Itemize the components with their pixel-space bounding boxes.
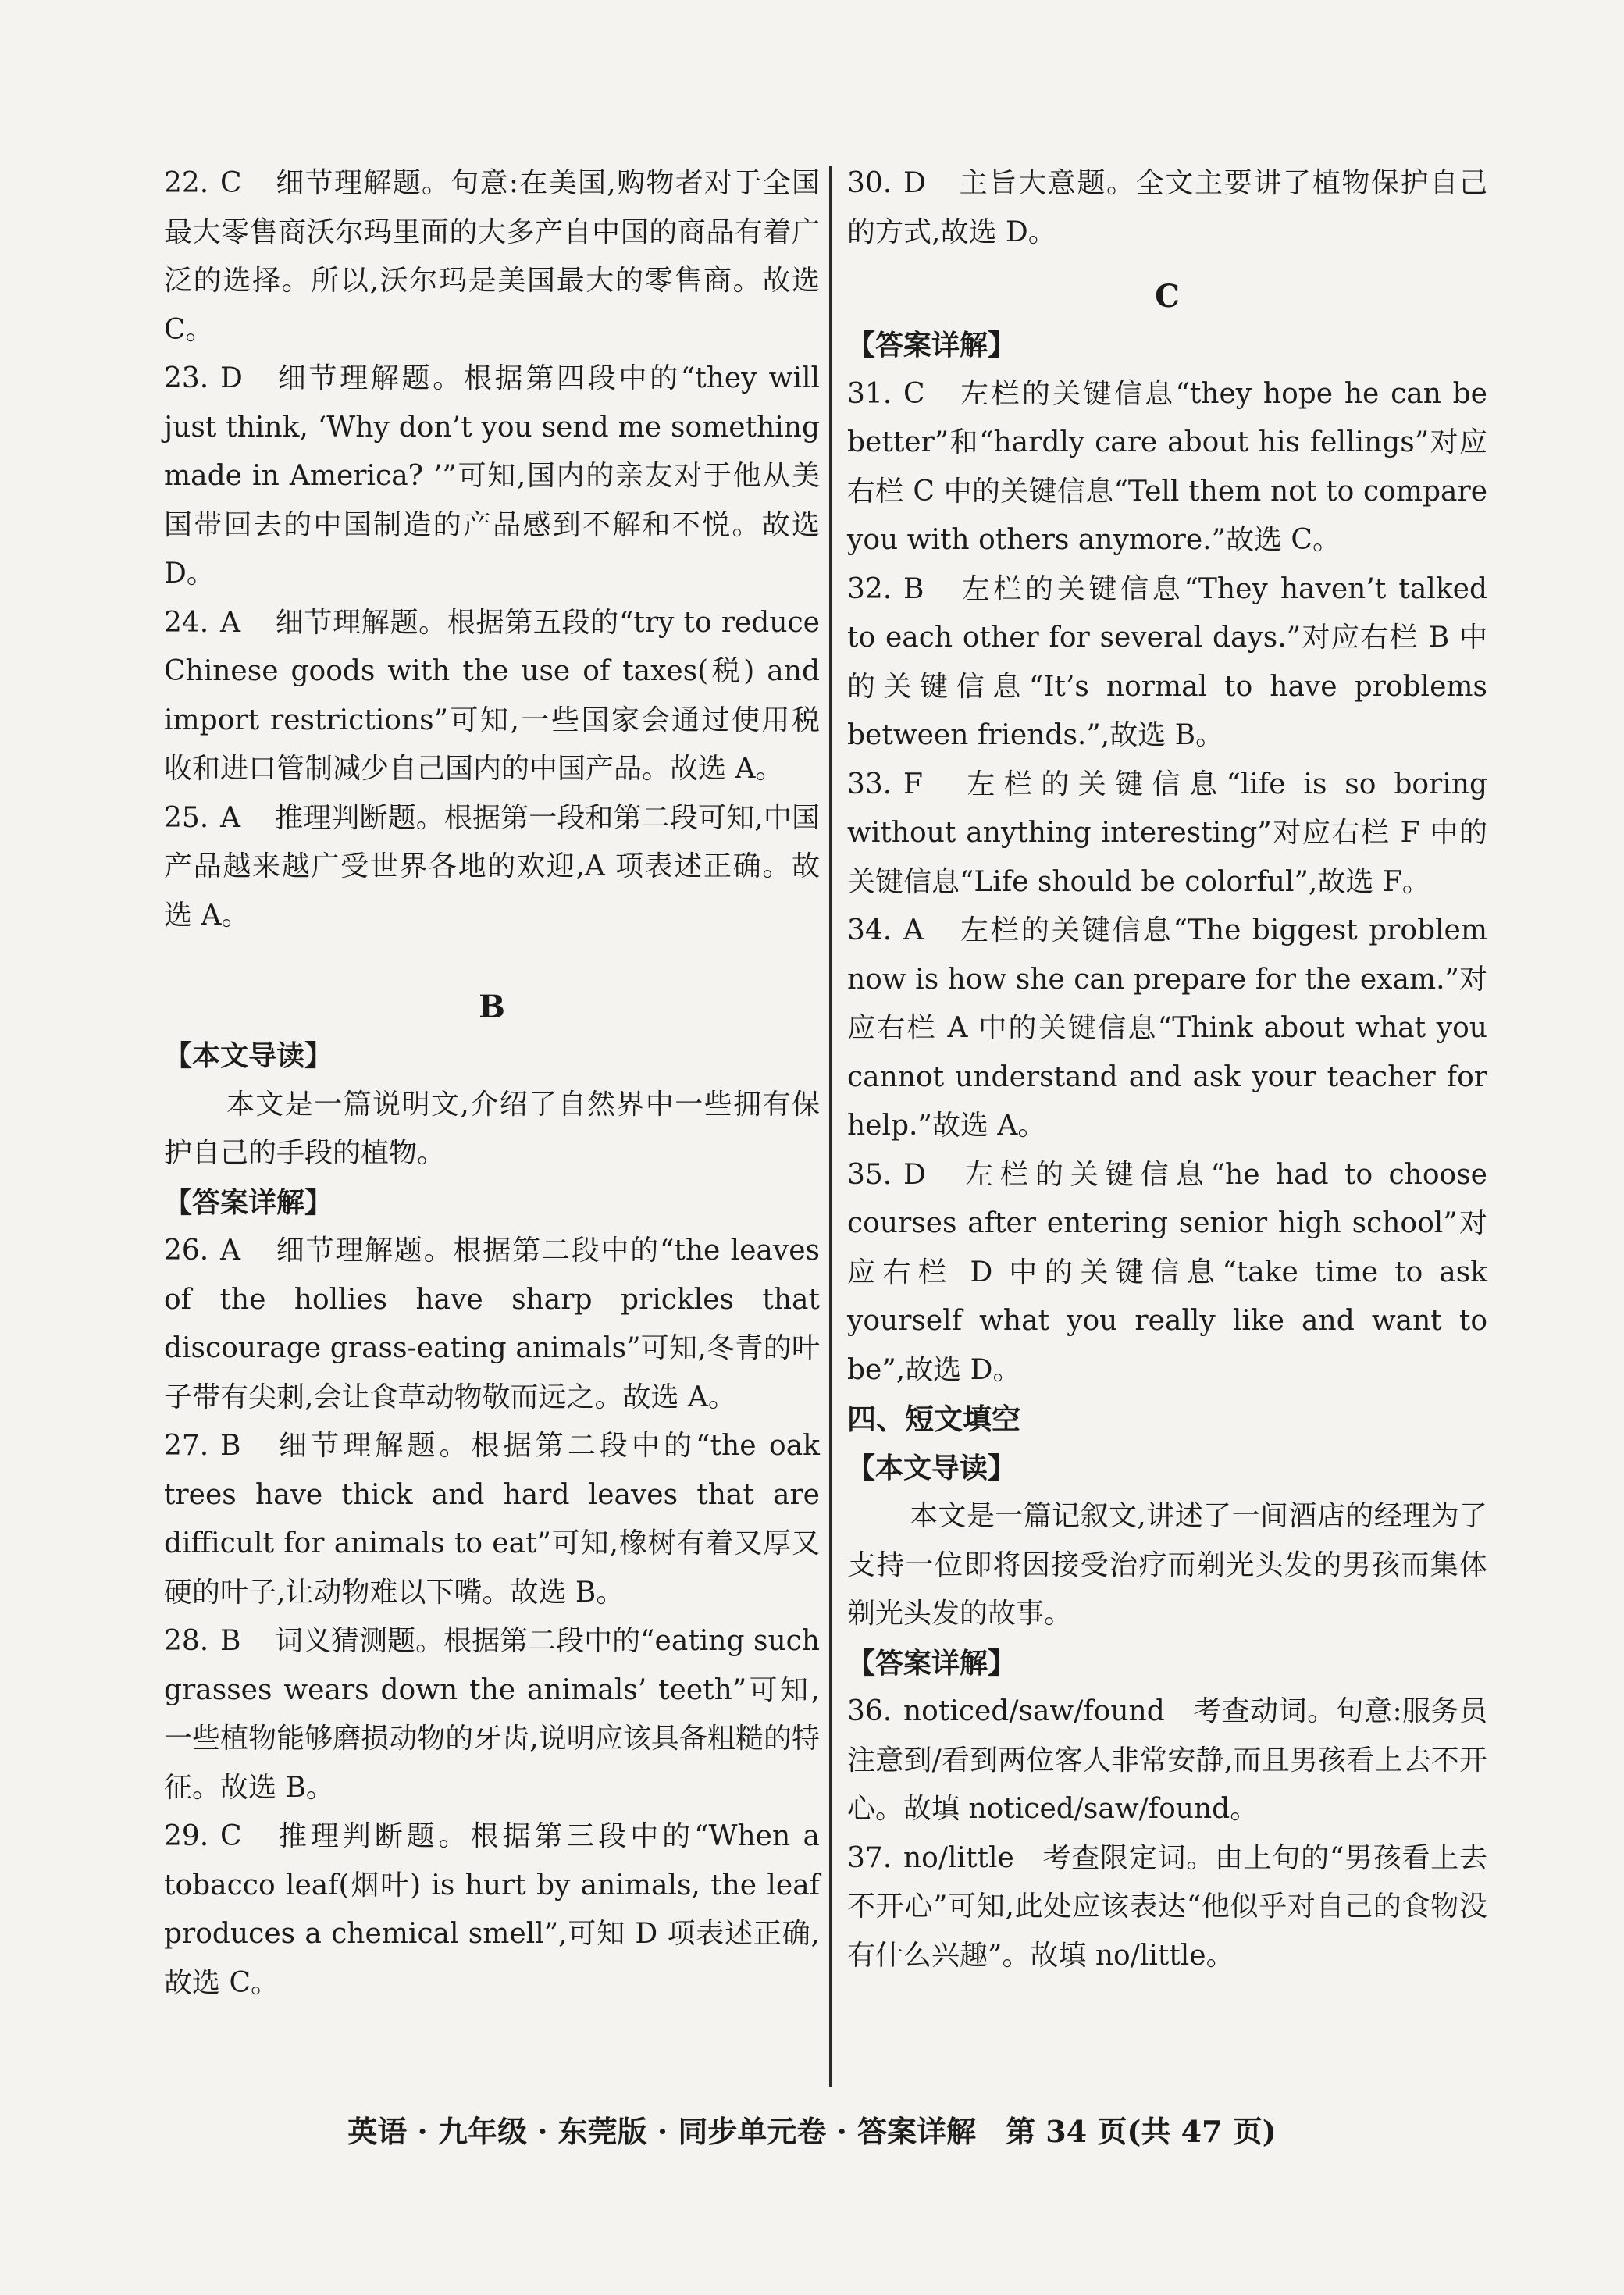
answer-item-25: 25. A 推理判断题。根据第一段和第二段可知,中国产品越来越广受世界各地的欢迎,A 项表述正确。故选 A。 (164, 801, 820, 932)
left-column (164, 159, 820, 2008)
part-four-heading: 四、短文填空 (847, 1402, 1020, 1436)
answer-item-24: 24. A 细节理解题。根据第五段的“try to reduce Chinese goods with the use of taxes(税) and import restrictions”可知,一些国家会通过使用税收和进口管制减少自己国内的中国产品。故选 A。 (164, 606, 820, 785)
answer-item-36: 36. noticed/saw/found 考查动词。句意:服务员注意到/看到两位客人非常安静,而且男孩看上去不开心。故填 noticed/saw/found。 (847, 1695, 1487, 1825)
answer-item-31: 31. C 左栏的关键信息“they hope he can be better”和“hardly care about his fellings”对应右栏 C 中的关键信息“Tell them not to compare you with others anymore.”故选 C。 (847, 377, 1487, 556)
answer-item-22: 22. C 细节理解题。句意:在美国,购物者对于全国最大零售商沃尔玛里面的大多产自中国的商品有着广泛的选择。所以,沃尔玛是美国最大的零售商。故选 C。 (164, 167, 820, 346)
answer-item-30: 30. D 主旨大意题。全文主要讲了植物保护自己的方式,故选 D。 (847, 167, 1487, 248)
page-footer: 英语 · 九年级 · 东莞版 · 同步单元卷 · 答案详解 第 34 页(共 47 页) (347, 2114, 1277, 2149)
intro-text-four: 本文是一篇记叙文,讲述了一间酒店的经理为了支持一位即将因接受治疗而剃光头发的男孩而集体剃光头发的故事。 (847, 1500, 1487, 1630)
section-b-title: B (479, 989, 505, 1025)
answer-item-27: 27. B 细节理解题。根据第二段中的“the oak trees have thick and hard leaves that are difficult for animals to eat”可知,橡树有着又厚又硬的叶子,让动物难以下嘴。故选 B。 (164, 1430, 820, 1609)
intro-text-b: 本文是一篇说明文,介绍了自然界中一些拥有保护自己的手段的植物。 (164, 1088, 820, 1169)
answer-item-32: 32. B 左栏的关键信息“They haven’t talked to each other for several days.”对应右栏 B 中的关键信息“It’s normal to have problems between friends.”,故选 B。 (847, 572, 1487, 751)
answer-item-29: 29. C 推理判断题。根据第三段中的“When a tobacco leaf(烟叶) is hurt by animals, the leaf produces a chemical smell”,可知 D 项表述正确,故选 C。 (164, 1820, 820, 1999)
column-divider (829, 166, 832, 2087)
right-column (847, 159, 1487, 1980)
answer-item-35: 35. D 左栏的关键信息“he had to choose courses after entering senior high school”对应右栏 D 中的关键信息“take time to ask yourself what you really like and want to be”,故选 D。 (847, 1158, 1487, 1386)
answer-item-28: 28. B 词义猜测题。根据第二段中的“eating such grasses wears down the animals’ teeth”可知,一些植物能够磨损动物的牙齿,说明应该具备粗糙的特征。故选 B。 (164, 1625, 820, 1804)
intro-tag-b: 【本文导读】 (164, 1039, 333, 1072)
answer-item-26: 26. A 细节理解题。根据第二段中的“the leaves of the hollies have sharp prickles that discourage grass-eating animals”可知,冬青的叶子带有尖刺,会让食草动物敬而远之。故选 A。 (164, 1235, 820, 1413)
answer-item-37: 37. no/little 考查限定词。由上句的“男孩看上去不开心”可知,此处应该表达“他似乎对自己的食物没有什么兴趣”。故填 no/little。 (847, 1841, 1487, 1972)
intro-tag-four: 【本文导读】 (847, 1451, 1017, 1484)
section-c-title: C (1155, 278, 1180, 315)
answer-item-33: 33. F 左栏的关键信息“life is so boring without anything interesting”对应右栏 F 中的关键信息“Life should be colorful”,故选 F。 (847, 768, 1487, 898)
answer-item-23: 23. D 细节理解题。根据第四段中的“they will just think, ‘Why don’t you send me something made in America? ’”可知,国内的亲友对于他从美国带回去的中国制造的产品感到不解和不悦。故选 D。 (164, 362, 820, 590)
answer-tag-c: 【答案详解】 (847, 329, 1017, 362)
answer-tag-b: 【答案详解】 (164, 1185, 333, 1219)
answer-item-34: 34. A 左栏的关键信息“The biggest problem now is how she can prepare for the exam.”对应右栏 A 中的关键信息“Think about what you cannot understand and ask your teacher for help.”故选 A。 (847, 914, 1487, 1142)
answer-tag-four: 【答案详解】 (847, 1646, 1017, 1680)
